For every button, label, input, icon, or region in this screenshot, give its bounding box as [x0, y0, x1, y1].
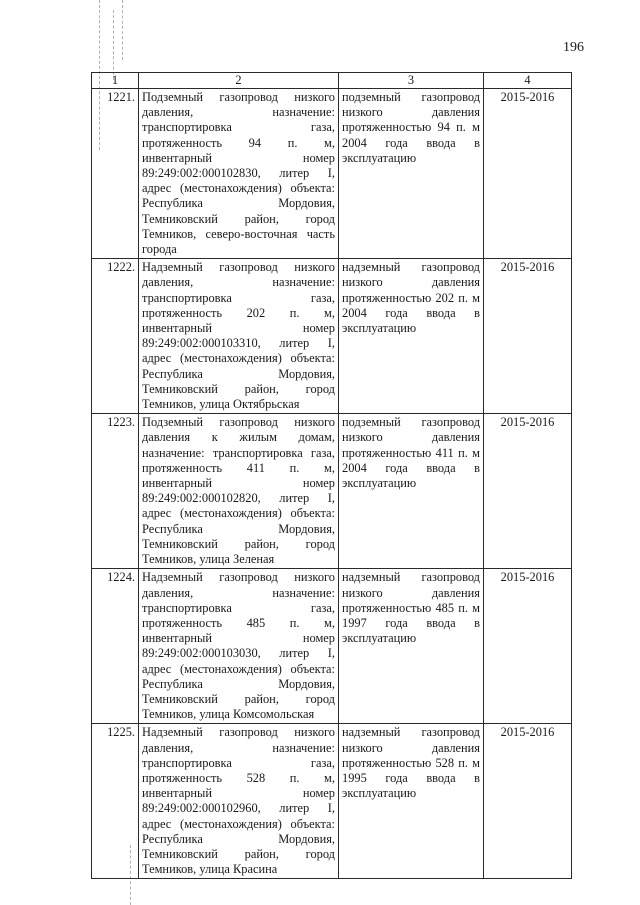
row-number: 1222.: [92, 259, 139, 414]
property-registry-table: [91, 72, 572, 879]
transfer-period: 2015-2016: [484, 259, 572, 414]
object-description: Подземный газопровод низкого давления к жилым домам, назначение: транспортировка газа, протяженность 411 п. м, инвентарный номер 89:249:002:000102820, литер I, адрес (местонахождения) объекта: Республика Мордовия, Темниковский район, город Темников, улица Зеленая: [139, 414, 339, 569]
object-description: Надземный газопровод низкого давления, назначение: транспортировка газа, протяженность 202 п. м, инвентарный номер 89:249:002:000103310, литер I, адрес (местонахождения) объекта: Республика Мордовия, Темниковский район, город Темников, улица Октябрьская: [139, 259, 339, 414]
object-description: Надземный газопровод низкого давления, назначение: транспортировка газа, протяженность 528 п. м, инвентарный номер 89:249:002:000102960, литер I, адрес (местонахождения) объекта: Республика Мордовия, Темниковский район, город Темников, улица Красина: [139, 724, 339, 879]
transfer-period: 2015-2016: [484, 569, 572, 724]
object-description: Надземный газопровод низкого давления, назначение: транспортировка газа, протяженность 485 п. м, инвентарный номер 89:249:002:000103030, литер I, адрес (местонахождения) объекта: Республика Мордовия, Темниковский район, город Темников, улица Комсомольская: [139, 569, 339, 724]
transfer-period: 2015-2016: [484, 414, 572, 569]
row-number: 1221.: [92, 89, 139, 259]
object-characteristics: подземный газопровод низкого давления протяженностью 411 п. м 2004 года ввода в эксплуатацию: [339, 414, 484, 569]
object-characteristics: надземный газопровод низкого давления протяженностью 485 п. м 1997 года ввода в эксплуатацию: [339, 569, 484, 724]
object-characteristics: надземный газопровод низкого давления протяженностью 202 п. м 2004 года ввода в эксплуатацию: [339, 259, 484, 414]
transfer-period: 2015-2016: [484, 89, 572, 259]
table-row: [92, 414, 572, 569]
table-row: [92, 259, 572, 414]
page-number: 196: [563, 40, 584, 55]
object-characteristics: надземный газопровод низкого давления протяженностью 528 п. м 1995 года ввода в эксплуатацию: [339, 724, 484, 879]
object-description: Подземный газопровод низкого давления, назначение: транспортировка газа, протяженность 94 п. м, инвентарный номер 89:249:002:000102830, литер I, адрес (местонахождения) объекта: Республика Мордовия, Темниковский район, город Темников, северо-восточная часть города: [139, 89, 339, 259]
table-row: [92, 89, 572, 259]
scan-artifact-line: [122, 0, 123, 60]
table-row: [92, 724, 572, 879]
row-number: 1225.: [92, 724, 139, 879]
column-header: 3: [339, 73, 484, 89]
row-number: 1223.: [92, 414, 139, 569]
transfer-period: 2015-2016: [484, 724, 572, 879]
table-row: [92, 569, 572, 724]
column-header: 4: [484, 73, 572, 89]
table-header-row: [92, 73, 572, 89]
scan-artifact-line: [113, 10, 114, 80]
column-header: 2: [139, 73, 339, 89]
object-characteristics: подземный газопровод низкого давления протяженностью 94 п. м 2004 года ввода в эксплуатацию: [339, 89, 484, 259]
row-number: 1224.: [92, 569, 139, 724]
column-header: 1: [92, 73, 139, 89]
